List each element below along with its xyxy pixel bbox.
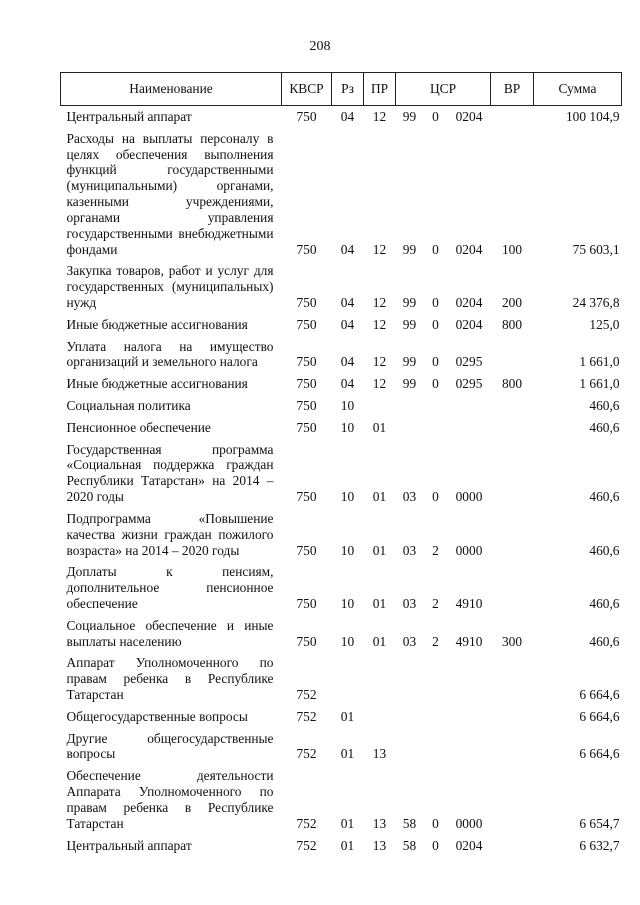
row-sum: 6 664,6 bbox=[579, 708, 620, 724]
row-pr: 13 bbox=[372, 837, 387, 853]
table-row bbox=[61, 417, 622, 439]
table-row bbox=[61, 561, 622, 614]
row-csr-direction: 0204 bbox=[455, 294, 483, 310]
row-rz: 04 bbox=[340, 109, 355, 124]
row-pr: 12 bbox=[372, 376, 387, 392]
row-kvsr: 750 bbox=[296, 241, 317, 257]
row-sum: 6 632,7 bbox=[579, 837, 620, 853]
row-csr-program: 99 bbox=[402, 316, 417, 332]
row-name: Государственная программа «Социальная поддержка граждан Республики Татарстан» на 2014 – 2020 годы bbox=[66, 441, 274, 505]
header-pr: ПР bbox=[364, 73, 396, 106]
row-name: Центральный аппарат bbox=[66, 837, 192, 853]
row-vr: 300 bbox=[501, 633, 523, 649]
table-row bbox=[61, 395, 622, 417]
row-csr-direction: 0204 bbox=[455, 316, 483, 332]
header-kvsr: КВСР bbox=[282, 73, 332, 106]
table-row bbox=[61, 615, 622, 653]
row-vr bbox=[491, 508, 534, 561]
row-sum: 6 664,6 bbox=[579, 746, 620, 762]
row-rz: 01 bbox=[340, 746, 355, 762]
row-kvsr: 750 bbox=[296, 376, 317, 392]
row-csr-direction: 0295 bbox=[455, 376, 483, 392]
row-kvsr: 750 bbox=[296, 542, 317, 558]
row-pr bbox=[364, 706, 396, 728]
row-vr bbox=[491, 106, 534, 128]
row-csr-direction: 4910 bbox=[455, 633, 483, 649]
row-vr bbox=[491, 561, 534, 614]
table-row bbox=[61, 373, 622, 395]
row-csr-subprogram bbox=[424, 706, 448, 728]
row-pr: 12 bbox=[372, 316, 387, 332]
row-vr bbox=[491, 728, 534, 766]
row-rz: 10 bbox=[340, 542, 355, 558]
row-csr-program: 99 bbox=[402, 376, 417, 392]
header-sum: Сумма bbox=[534, 73, 622, 106]
table-row bbox=[61, 728, 622, 766]
row-pr: 01 bbox=[372, 419, 387, 435]
row-csr-program: 99 bbox=[402, 241, 417, 257]
row-kvsr: 750 bbox=[296, 294, 317, 310]
row-sum: 460,6 bbox=[589, 595, 620, 611]
header-rz: Рз bbox=[332, 73, 364, 106]
row-sum: 460,6 bbox=[589, 419, 620, 435]
row-csr-program: 99 bbox=[402, 294, 417, 310]
row-csr-direction: 0295 bbox=[455, 354, 483, 370]
row-name: Общегосударственные вопросы bbox=[66, 708, 248, 724]
table-row bbox=[61, 314, 622, 336]
row-csr-subprogram: 0 bbox=[432, 294, 439, 310]
row-name: Социальное обеспечение и иные выплаты населению bbox=[66, 617, 274, 649]
row-vr bbox=[491, 417, 534, 439]
row-csr-subprogram: 0 bbox=[432, 316, 439, 332]
row-csr-program bbox=[396, 706, 424, 728]
row-pr: 01 bbox=[372, 633, 387, 649]
row-sum: 460,6 bbox=[589, 542, 620, 558]
row-csr-direction bbox=[448, 395, 491, 417]
row-csr-program: 99 bbox=[402, 109, 417, 124]
row-csr-program: 58 bbox=[402, 815, 417, 831]
table-header-row bbox=[61, 73, 622, 106]
row-csr-subprogram: 0 bbox=[432, 837, 439, 853]
row-csr-subprogram: 0 bbox=[432, 109, 439, 124]
row-rz: 01 bbox=[340, 708, 355, 724]
row-kvsr: 752 bbox=[296, 746, 317, 762]
row-kvsr: 750 bbox=[296, 419, 317, 435]
row-sum: 460,6 bbox=[589, 489, 620, 505]
row-sum: 460,6 bbox=[589, 633, 620, 649]
row-vr bbox=[491, 336, 534, 374]
row-csr-program: 99 bbox=[402, 354, 417, 370]
row-name: Доплаты к пенсиям, дополнительное пенсионное обеспечение bbox=[66, 564, 274, 611]
table-row bbox=[61, 106, 622, 128]
row-name: Иные бюджетные ассигнования bbox=[66, 316, 248, 332]
row-name: Закупка товаров, работ и услуг для государственных (муниципальных) нужд bbox=[66, 263, 274, 310]
row-kvsr: 750 bbox=[296, 109, 317, 124]
row-pr: 13 bbox=[372, 746, 387, 762]
row-csr-subprogram: 2 bbox=[432, 542, 439, 558]
row-csr-subprogram: 2 bbox=[432, 595, 439, 611]
row-vr: 200 bbox=[501, 294, 523, 310]
row-name: Иные бюджетные ассигнования bbox=[66, 376, 248, 392]
row-csr-direction: 0204 bbox=[455, 241, 483, 257]
row-csr-subprogram: 0 bbox=[432, 489, 439, 505]
row-csr-subprogram bbox=[424, 652, 448, 705]
row-vr bbox=[491, 395, 534, 417]
row-csr-direction bbox=[448, 652, 491, 705]
row-rz: 04 bbox=[340, 294, 355, 310]
row-pr: 13 bbox=[372, 815, 387, 831]
row-csr-subprogram: 0 bbox=[432, 815, 439, 831]
row-sum: 75 603,1 bbox=[572, 241, 620, 257]
row-csr-program bbox=[396, 652, 424, 705]
row-kvsr: 750 bbox=[296, 354, 317, 370]
row-rz: 01 bbox=[340, 837, 355, 853]
row-csr-subprogram: 2 bbox=[432, 633, 439, 649]
row-rz: 10 bbox=[340, 489, 355, 505]
row-kvsr: 752 bbox=[296, 815, 317, 831]
row-sum: 125,0 bbox=[589, 316, 620, 332]
row-pr: 12 bbox=[372, 294, 387, 310]
table-row bbox=[61, 652, 622, 705]
row-sum: 460,6 bbox=[589, 398, 620, 413]
row-rz: 04 bbox=[340, 354, 355, 370]
row-rz: 10 bbox=[340, 633, 355, 649]
row-csr-direction: 0000 bbox=[455, 489, 483, 505]
table-row bbox=[61, 336, 622, 374]
row-name: Социальная политика bbox=[66, 398, 191, 413]
row-pr: 01 bbox=[372, 489, 387, 505]
row-kvsr: 750 bbox=[296, 595, 317, 611]
row-vr bbox=[491, 706, 534, 728]
row-vr: 100 bbox=[501, 241, 523, 257]
table-row bbox=[61, 508, 622, 561]
row-kvsr: 750 bbox=[296, 398, 317, 413]
budget-table bbox=[60, 72, 622, 856]
row-name: Аппарат Уполномоченного по правам ребенка в Республике Татарстан bbox=[66, 655, 274, 702]
row-name: Подпрограмма «Повышение качества жизни граждан пожилого возраста» на 2014 – 2020 годы bbox=[66, 510, 274, 558]
row-vr: 800 bbox=[501, 376, 523, 392]
row-csr-program: 03 bbox=[402, 595, 417, 611]
row-csr-program: 03 bbox=[402, 489, 417, 505]
row-rz: 01 bbox=[340, 815, 355, 831]
row-pr bbox=[364, 652, 396, 705]
row-vr bbox=[491, 765, 534, 834]
row-csr-direction: 0204 bbox=[455, 109, 483, 124]
row-pr bbox=[364, 395, 396, 417]
row-csr-subprogram bbox=[424, 417, 448, 439]
row-csr-direction bbox=[448, 706, 491, 728]
row-rz: 10 bbox=[340, 419, 355, 435]
row-pr: 12 bbox=[372, 241, 387, 257]
row-kvsr: 752 bbox=[296, 708, 317, 724]
row-sum: 6 654,7 bbox=[579, 815, 620, 831]
row-name: Обеспечение деятельности Аппарата Уполномоченного по правам ребенка в Республике Татарстан bbox=[66, 768, 274, 831]
row-name: Уплата налога на имущество организаций и земельного налога bbox=[66, 338, 274, 370]
header-name: Наименование bbox=[61, 73, 282, 106]
row-kvsr: 750 bbox=[296, 316, 317, 332]
row-pr: 01 bbox=[372, 542, 387, 558]
row-csr-program bbox=[396, 395, 424, 417]
header-vr: ВР bbox=[491, 73, 534, 106]
row-csr-subprogram bbox=[424, 728, 448, 766]
row-csr-direction bbox=[448, 417, 491, 439]
table-row bbox=[61, 835, 622, 857]
row-rz: 04 bbox=[340, 241, 355, 257]
row-vr bbox=[491, 652, 534, 705]
row-kvsr: 752 bbox=[296, 837, 317, 853]
row-csr-direction: 4910 bbox=[455, 595, 483, 611]
row-rz bbox=[332, 652, 364, 705]
row-csr-program: 03 bbox=[402, 633, 417, 649]
table-row bbox=[61, 706, 622, 728]
row-name: Пенсионное обеспечение bbox=[66, 419, 211, 435]
row-pr: 12 bbox=[372, 354, 387, 370]
table-row bbox=[61, 260, 622, 313]
row-rz: 10 bbox=[340, 398, 355, 413]
row-vr: 800 bbox=[501, 316, 523, 332]
row-csr-program: 58 bbox=[402, 837, 417, 853]
row-name: Центральный аппарат bbox=[66, 109, 192, 124]
row-csr-direction bbox=[448, 728, 491, 766]
row-csr-program bbox=[396, 417, 424, 439]
row-kvsr: 752 bbox=[296, 687, 317, 702]
row-csr-direction: 0000 bbox=[455, 815, 483, 831]
table-body bbox=[61, 106, 622, 857]
row-csr-direction: 0204 bbox=[455, 837, 483, 853]
row-rz: 10 bbox=[340, 595, 355, 611]
row-vr bbox=[491, 835, 534, 857]
row-csr-program: 03 bbox=[402, 542, 417, 558]
row-sum: 6 664,6 bbox=[579, 687, 620, 702]
row-sum: 1 661,0 bbox=[579, 354, 620, 370]
row-sum: 24 376,8 bbox=[572, 294, 620, 310]
row-rz: 04 bbox=[340, 376, 355, 392]
row-csr-program bbox=[396, 728, 424, 766]
table-row bbox=[61, 128, 622, 261]
row-csr-subprogram: 0 bbox=[432, 241, 439, 257]
header-csr: ЦСР bbox=[396, 73, 491, 106]
row-csr-subprogram: 0 bbox=[432, 376, 439, 392]
row-csr-direction: 0000 bbox=[455, 542, 483, 558]
row-sum: 1 661,0 bbox=[579, 376, 620, 392]
row-pr: 12 bbox=[372, 109, 387, 124]
row-pr: 01 bbox=[372, 595, 387, 611]
row-vr bbox=[491, 439, 534, 508]
table-row bbox=[61, 439, 622, 508]
row-name: Другие общегосударственные вопросы bbox=[66, 730, 274, 762]
row-csr-subprogram bbox=[424, 395, 448, 417]
row-sum: 100 104,9 bbox=[565, 109, 620, 124]
row-name: Расходы на выплаты персоналу в целях обеспечения выполнения функций государственными (муниципальными) органами, казенными учреждениями, органами управления государственными внебюджетными фондами bbox=[66, 130, 274, 257]
page-number: 208 bbox=[309, 39, 331, 54]
row-csr-subprogram: 0 bbox=[432, 354, 439, 370]
row-kvsr: 750 bbox=[296, 633, 317, 649]
table-row bbox=[61, 765, 622, 834]
row-kvsr: 750 bbox=[296, 489, 317, 505]
row-rz: 04 bbox=[340, 316, 355, 332]
